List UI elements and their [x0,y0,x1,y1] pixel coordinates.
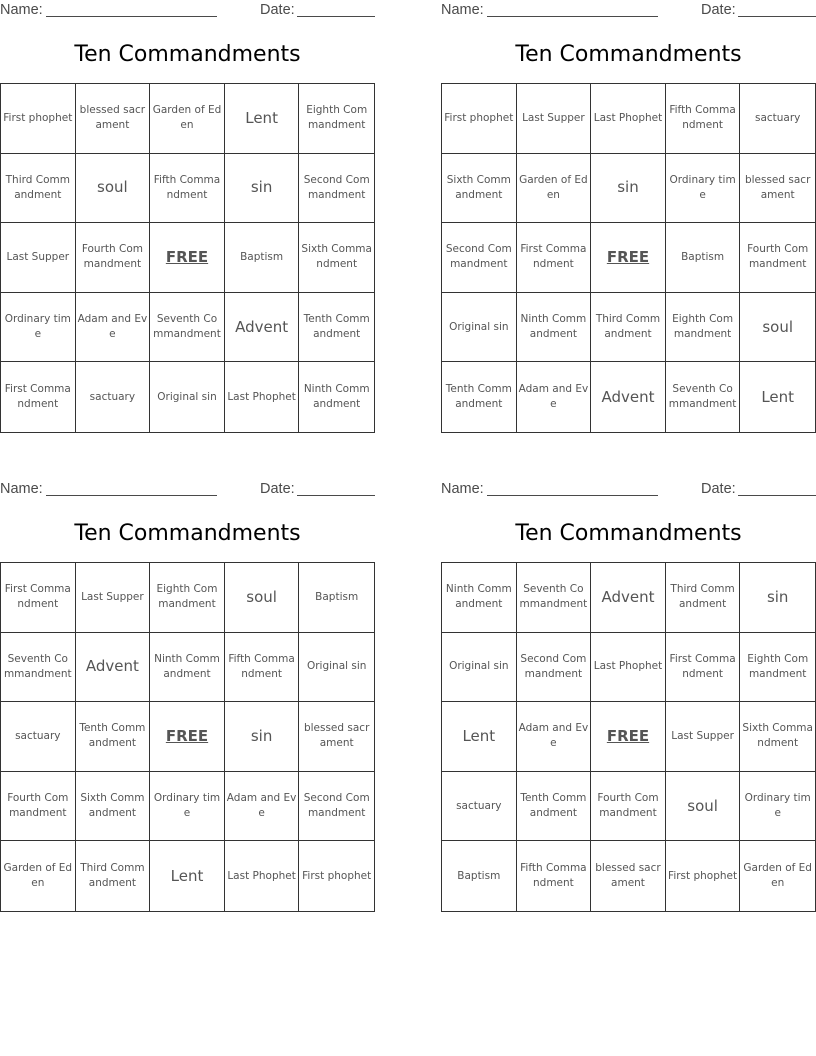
bingo-grid [441,83,816,433]
bingo-cell: sactuary [76,362,151,432]
name-date-bar [0,481,375,499]
name-blank-line [487,16,658,17]
bingo-cell: Tenth Commandment [299,293,374,363]
date-blank-line [738,16,816,17]
bingo-cell: Last Phophet [225,362,300,432]
free-space-cell: FREE [150,702,225,772]
bingo-grid [441,562,816,912]
name-label: Name: [441,2,484,18]
bingo-cell: Garden of Eden [517,154,592,224]
free-space-cell: FREE [150,223,225,293]
bingo-cell: Second Commandment [442,223,517,293]
name-date-bar [441,2,816,20]
bingo-cell: sactuary [442,772,517,842]
bingo-cell: Third Commandment [76,841,151,911]
bingo-cell: Adam and Eve [517,702,592,772]
date-label: Date: [260,2,295,18]
name-blank-line [46,16,217,17]
bingo-cell: Ordinary time [150,772,225,842]
bingo-cell: soul [740,293,815,363]
name-label: Name: [0,2,43,18]
bingo-cell: Last Supper [76,563,151,633]
bingo-cell: Original sin [299,633,374,703]
bingo-cell: Second Commandment [299,154,374,224]
bingo-cell: Third Commandment [1,154,76,224]
bingo-cell: Advent [225,293,300,363]
bingo-cell: Fifth Commandment [666,84,741,154]
bingo-cell: Advent [591,362,666,432]
bingo-cell: Baptism [299,563,374,633]
bingo-cell: Sixth Commandment [76,772,151,842]
bingo-cell: Last Phophet [591,84,666,154]
bingo-cell: Seventh Commandment [150,293,225,363]
bingo-cell: Ordinary time [1,293,76,363]
bingo-cell: Fifth Commandment [150,154,225,224]
bingo-cell: Garden of Eden [1,841,76,911]
bingo-cell: Garden of Eden [743,862,812,890]
bingo-cell: Adam and Eve [225,772,300,842]
bingo-cell: soul [76,154,151,224]
bingo-cell: Advent [76,633,151,703]
bingo-cell: Baptism [442,841,517,911]
bingo-cell: First Commandment [1,563,76,633]
bingo-cell: blessed sacrament [299,702,374,772]
bingo-cell: Last Supper [517,84,592,154]
bingo-cell: Tenth Commandment [76,702,151,772]
bingo-cell: sin [740,563,815,633]
bingo-cell: Fifth Commandment [517,841,592,911]
date-blank-line [738,495,816,496]
bingo-cell: Baptism [666,223,741,293]
bingo-cell: Seventh Commandment [666,362,741,432]
bingo-grid [0,83,375,433]
bingo-cell: Eighth Commandment [299,84,374,154]
bingo-cell: Eighth Commandment [740,633,815,703]
date-label: Date: [701,481,736,497]
bingo-cell: Garden of Eden [150,84,225,154]
bingo-cell: Last Phophet [225,841,300,911]
card-title: Ten Commandments [74,42,301,67]
date-label: Date: [260,481,295,497]
bingo-cell: Original sin [442,293,517,363]
bingo-cell: Fourth Commandment [740,223,815,293]
bingo-cell: Fourth Commandment [591,772,666,842]
bingo-cell: sactuary [740,84,815,154]
free-space-cell: FREE [591,223,666,293]
bingo-cell: Second Commandment [517,633,592,703]
bingo-cell: Baptism [225,223,300,293]
bingo-cell: Fourth Commandment [1,772,76,842]
bingo-cell: Third Commandment [591,293,666,363]
bingo-cell: First phophet [302,869,372,882]
bingo-cell: First phophet [442,84,517,154]
bingo-cell: Original sin [150,362,225,432]
bingo-cell: Lent [150,841,225,911]
bingo-cell: soul [666,772,741,842]
bingo-cell: Ninth Commandment [150,633,225,703]
bingo-cell: Lent [225,84,300,154]
card-title: Ten Commandments [515,521,742,546]
name-label: Name: [441,481,484,497]
card-title: Ten Commandments [74,521,301,546]
bingo-cell: Fourth Commandment [76,223,151,293]
bingo-cell: blessed sacrament [591,841,666,911]
name-date-bar [0,2,375,20]
bingo-cell: Ninth Commandment [442,563,517,633]
bingo-cell: Ninth Commandment [303,383,370,411]
bingo-cell: Sixth Commandment [299,223,374,293]
date-blank-line [297,16,375,17]
name-blank-line [46,495,217,496]
bingo-cell: Tenth Commandment [442,362,517,432]
name-label: Name: [0,481,43,497]
bingo-cell: Lent [761,387,795,406]
card-title: Ten Commandments [515,42,742,67]
bingo-grid [0,562,375,912]
bingo-cell: Original sin [442,633,517,703]
bingo-cell: blessed sacrament [740,154,815,224]
bingo-cell: Eighth Commandment [150,563,225,633]
bingo-cell: Third Commandment [666,563,741,633]
date-label: Date: [701,2,736,18]
bingo-cell: Seventh Commandment [517,563,592,633]
bingo-cell: Ninth Commandment [517,293,592,363]
bingo-cell: First phophet [666,841,741,911]
bingo-cell: Eighth Commandment [666,293,741,363]
bingo-cell: Adam and Eve [76,293,151,363]
bingo-cell: Lent [442,702,517,772]
bingo-cell: blessed sacrament [76,84,151,154]
name-blank-line [487,495,658,496]
bingo-cell: soul [225,563,300,633]
bingo-cell: sin [225,154,300,224]
bingo-cell: sactuary [1,702,76,772]
bingo-cell: First Commandment [1,362,76,432]
bingo-cell: Second Commandment [299,772,374,842]
bingo-cell: First Commandment [517,223,592,293]
bingo-cell: Tenth Commandment [517,772,592,842]
date-blank-line [297,495,375,496]
bingo-cell: Fifth Commandment [225,633,300,703]
bingo-cell: Sixth Commandment [442,154,517,224]
free-space-cell: FREE [591,702,666,772]
bingo-cell: Seventh Commandment [1,633,76,703]
bingo-cell: Last Supper [1,223,76,293]
bingo-cell: Advent [591,563,666,633]
bingo-cell: Sixth Commandment [740,702,815,772]
bingo-cell: First Commandment [666,633,741,703]
bingo-cell: sin [225,702,300,772]
bingo-cell: Ordinary time [740,772,815,842]
bingo-cell: sin [591,154,666,224]
bingo-cell: First phophet [1,84,76,154]
bingo-cell: Ordinary time [666,154,741,224]
bingo-cell: Last Phophet [591,633,666,703]
name-date-bar [441,481,816,499]
bingo-cell: Adam and Eve [517,362,592,432]
bingo-cell: Last Supper [666,702,741,772]
